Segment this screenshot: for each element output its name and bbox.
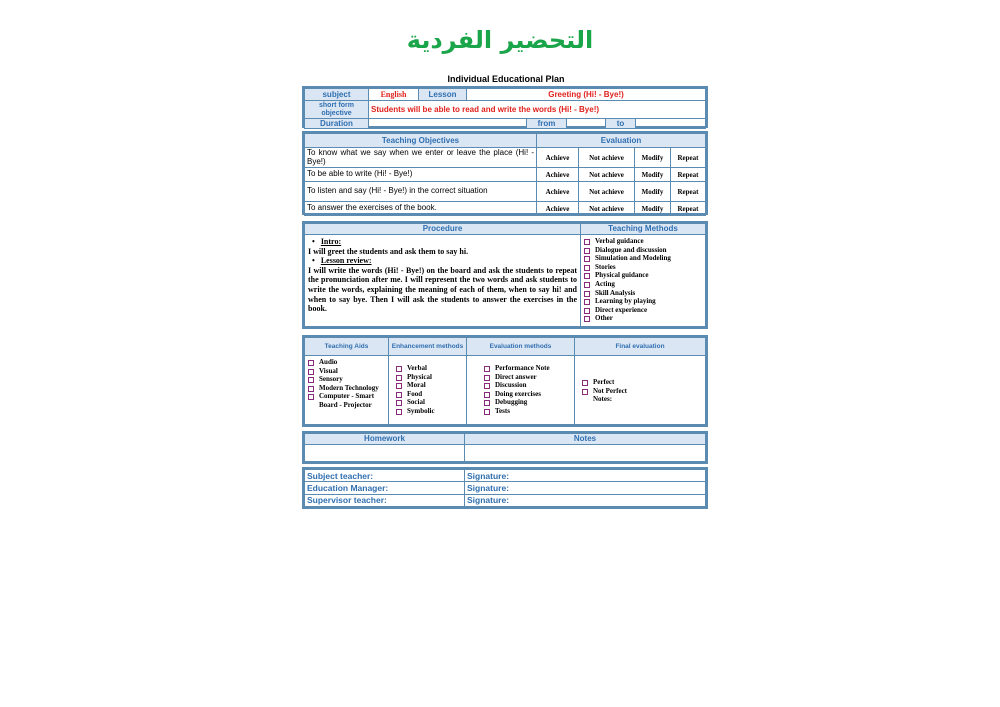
list-item: Debugging [483,398,572,407]
procedure-heading: Procedure [305,224,581,235]
list-item: Simulation and Modeling [583,254,703,263]
list-item: Modern Technology [307,384,386,393]
list-item: Other [583,314,703,323]
intro-label: • Intro: [308,237,577,247]
eval-modify: Modify [635,202,671,216]
evaluation-heading: Evaluation [537,134,706,148]
intro-text: I will greet the students and ask them to say hi. [308,246,469,256]
methods-list [583,237,703,323]
lesson-label: Lesson [419,89,467,101]
eval-modify: Modify [635,168,671,182]
notes-field[interactable] [465,445,706,462]
homework-heading: Homework [305,434,465,445]
signature-field[interactable]: Signature: [465,494,706,506]
list-item: Social [395,398,464,407]
eval-not-achieve: Not achieve [579,168,635,182]
evaluation-methods-heading: Evaluation methods [467,338,575,356]
eval-achieve: Achieve [537,148,579,168]
review-label: • Lesson review: [308,256,577,266]
homework-field[interactable] [305,445,465,462]
list-item: Doing exercises [483,390,572,399]
list-item: Visual [307,367,386,376]
list-item: Not Perfect [581,387,703,396]
eval-repeat: Repeat [671,168,706,182]
objective-item: To answer the exercises of the book. [305,202,537,216]
eval-not-achieve: Not achieve [579,182,635,202]
list-item: Tests [483,407,572,416]
list-item: Stories [583,263,703,272]
lesson-value: Greeting (Hi! - Bye!) [467,89,706,101]
list-item: Symbolic [395,407,464,416]
eval-not-achieve: Not achieve [579,148,635,168]
notes-heading: Notes [465,434,706,445]
list-item: Computer - Smart Board - Projector [307,392,386,409]
homework-section [302,431,708,464]
eval-repeat: Repeat [671,148,706,168]
supervisor-teacher-label: Supervisor teacher: [305,494,465,506]
objectives-heading: Teaching Objectives [305,134,537,148]
signature-field[interactable]: Signature: [465,482,706,494]
eval-achieve: Achieve [537,182,579,202]
final-notes-label: Notes: [593,395,613,404]
eval-not-achieve: Not achieve [579,202,635,216]
header-section [302,86,708,128]
objective-label: short form objective [305,101,369,119]
methods-heading: Teaching Methods [581,224,706,235]
list-item: Physical [395,373,464,382]
list-item: Physical guidance [583,271,703,280]
list-item: Performance Note [483,364,572,373]
aids-section [302,335,708,427]
eval-repeat: Repeat [671,182,706,202]
objective-item: To know what we say when we enter or leave the place (Hi! - Bye!) [305,148,537,168]
list-item: Discussion [483,381,572,390]
list-item: Dialogue and discussion [583,246,703,255]
duration-label: Duration [305,119,369,129]
procedure-section [302,221,708,329]
from-label: from [527,119,567,129]
eval-modify: Modify [635,148,671,168]
objective-value: Students will be able to read and write the words (Hi! - Bye!) [369,101,706,119]
list-item: Direct answer [483,373,572,382]
procedure-body [305,235,581,327]
subject-value: English [369,89,419,101]
list-item: Verbal guidance [583,237,703,246]
list-item: Verbal [395,364,464,373]
to-label: to [605,119,635,129]
list-item: Moral [395,381,464,390]
list-item: Skill Analysis [583,289,703,298]
plan-subtitle: Individual Educational Plan [447,74,565,84]
objective-item: To listen and say (Hi! - Bye!) in the correct situation [305,182,537,202]
aids-heading: Teaching Aids [305,338,389,356]
subject-label: subject [305,89,369,101]
list-item: Food [395,390,464,399]
eval-achieve: Achieve [537,202,579,216]
aids-cell [305,356,389,425]
methods-list-cell [581,235,706,327]
signature-field[interactable]: Signature: [465,470,706,482]
objectives-section [302,131,708,215]
list-item: Direct experience [583,306,703,315]
education-manager-label: Education Manager: [305,482,465,494]
final-evaluation-cell [575,356,706,425]
enhancement-heading: Enhancement methods [389,338,467,356]
list-item: Audio [307,358,386,367]
enhancement-cell [389,356,467,425]
final-evaluation-heading: Final evaluation [575,338,706,356]
review-text: I will write the words (Hi! - Bye!) on the board and ask the students to repeat the pronunciation after me. I will represent the two words and ask students to write the words, explaining the meaning of each of them, when to say hi! and when to say bye. Then I will ask the students to answer the exercises in the book. [308,265,577,314]
list-item: Learning by playing [583,297,703,306]
from-value [567,119,606,129]
signatures-section [302,467,708,509]
subject-teacher-label: Subject teacher: [305,470,465,482]
list-item: Perfect [581,378,703,387]
eval-modify: Modify [635,182,671,202]
eval-achieve: Achieve [537,168,579,182]
list-item: Acting [583,280,703,289]
page-title: التحضير الفردية [406,26,594,54]
evaluation-methods-cell [467,356,575,425]
list-item: Sensory [307,375,386,384]
duration-value [369,119,527,129]
to-value [635,119,705,129]
objective-item: To be able to write (Hi! - Bye!) [305,168,537,182]
eval-repeat: Repeat [671,202,706,216]
